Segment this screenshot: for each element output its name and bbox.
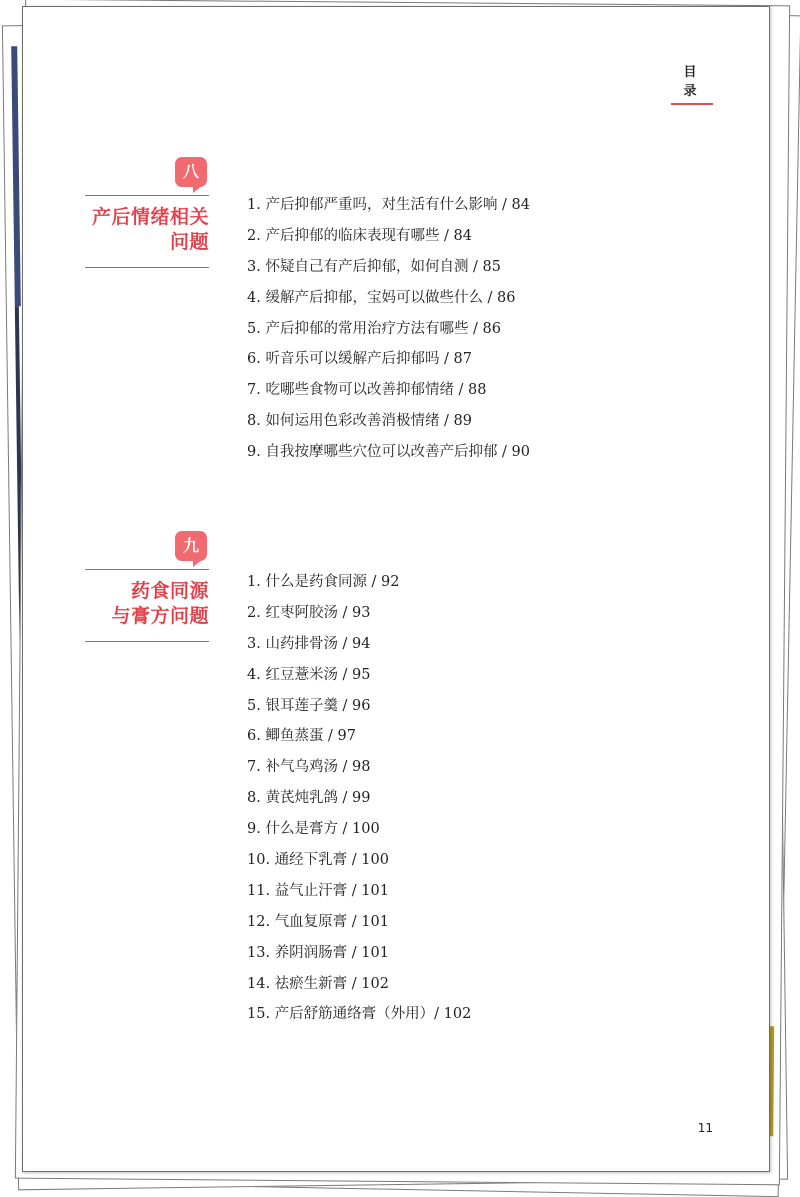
- toc-entry-text: 祛瘀生新膏 / 102: [274, 975, 389, 992]
- toc-entry-text: 缓解产后抑郁，宝妈可以做些什么 / 86: [265, 289, 516, 306]
- sheet-edge-stripe: [11, 46, 21, 306]
- toc-entry-text: 产后抑郁严重吗，对生活有什么影响 / 84: [265, 197, 531, 213]
- toc-entry-text: 怀疑自己有产后抑郁，如何自测 / 85: [265, 258, 502, 275]
- page-header: [671, 61, 713, 105]
- section-title-line: 问题: [169, 231, 209, 253]
- toc-entry-number: 10.: [247, 852, 271, 869]
- toc-entry-number: 5.: [247, 697, 261, 714]
- toc-entry-text: 如何运用色彩改善消极情绪 / 89: [265, 413, 473, 430]
- toc-entry-text: 补气乌鸡汤 / 98: [265, 759, 371, 776]
- toc-entry[interactable]: [247, 190, 530, 221]
- toc-entry[interactable]: [247, 999, 471, 1030]
- section-rule-bottom: [85, 641, 209, 642]
- toc-entry-text: 红豆薏米汤 / 95: [265, 666, 371, 683]
- toc-entry[interactable]: [247, 660, 471, 691]
- section-rule-top: [85, 569, 209, 570]
- toc-entry-text: 鲫鱼蒸蛋 / 97: [265, 728, 357, 745]
- toc-entry-text: 气血复原膏 / 101: [274, 913, 389, 930]
- header-underline: [671, 103, 713, 105]
- toc-entry-number: 3.: [247, 635, 261, 652]
- section-rule-bottom: [85, 267, 209, 268]
- section-number-badge: 八: [175, 157, 207, 187]
- toc-entry-text: 听音乐可以缓解产后抑郁吗 / 87: [265, 351, 473, 368]
- toc-entry[interactable]: [247, 814, 471, 845]
- toc-entry-number: 6.: [247, 351, 261, 368]
- toc-entry-text: 产后抑郁的临床表现有哪些 / 84: [265, 227, 473, 244]
- toc-entry[interactable]: [247, 598, 471, 629]
- toc-entry-number: 7.: [247, 382, 261, 399]
- toc-entry[interactable]: [247, 783, 471, 814]
- toc-entry[interactable]: [247, 406, 530, 437]
- toc-entry[interactable]: [247, 375, 530, 406]
- toc-entry-number: 14.: [247, 975, 271, 992]
- toc-entry[interactable]: [247, 437, 530, 468]
- toc-entry[interactable]: [247, 629, 471, 660]
- toc-entry-number: 8.: [247, 413, 261, 430]
- toc-entry-text: 什么是膏方 / 100: [265, 821, 380, 838]
- toc-entry[interactable]: [247, 283, 530, 314]
- toc-entry[interactable]: [247, 314, 530, 345]
- section-title-line: 产后情绪相关: [91, 206, 209, 228]
- section-title: [92, 205, 209, 255]
- section-number-badge: 九: [175, 531, 207, 561]
- document-page: [22, 6, 770, 1172]
- toc-entry-text: 自我按摩哪些穴位可以改善产后抑郁 / 90: [265, 444, 531, 461]
- section-rule-top: [85, 195, 209, 196]
- toc-entry-number: 13.: [247, 944, 271, 961]
- toc-entry-text: 养阴润肠膏 / 101: [274, 944, 389, 961]
- toc-entry[interactable]: [247, 252, 530, 283]
- toc-entry-text: 益气止汗膏 / 101: [274, 882, 389, 899]
- toc-entry-text: 什么是药食同源 / 92: [265, 574, 400, 590]
- toc-entry-text: 红枣阿胶汤 / 93: [265, 604, 371, 621]
- section-title-line: 药食同源: [130, 580, 209, 602]
- toc-entry[interactable]: [247, 691, 471, 722]
- toc-entry-text: 吃哪些食物可以改善抑郁情绪 / 88: [265, 382, 487, 399]
- toc-entry[interactable]: [247, 721, 471, 752]
- section-title-line: 与膏方问题: [111, 605, 209, 627]
- toc-entry-text: 银耳莲子羹 / 96: [265, 697, 371, 714]
- toc-entry-text: 黄芪炖乳鸽 / 99: [265, 790, 371, 807]
- toc-entry[interactable]: [247, 876, 471, 907]
- toc-entry-number: 9.: [247, 821, 261, 838]
- toc-entry-number: 5.: [247, 320, 261, 337]
- toc-entry-number: 3.: [247, 258, 261, 275]
- toc-entry-text: 产后舒筋通络膏（外用）/ 102: [274, 1006, 472, 1023]
- toc-entry-number: 1.: [247, 574, 261, 590]
- badge-tail: [193, 185, 203, 193]
- toc-entry[interactable]: [247, 752, 471, 783]
- toc-entry-number: 12.: [247, 913, 271, 930]
- toc-list: [247, 567, 471, 1030]
- badge-tail: [193, 559, 203, 567]
- toc-entry-number: 2.: [247, 604, 261, 621]
- section-title: [111, 579, 209, 629]
- toc-entry[interactable]: [247, 221, 530, 252]
- toc-entry-number: 4.: [247, 666, 261, 683]
- toc-list: [247, 190, 530, 468]
- toc-entry[interactable]: [247, 969, 471, 1000]
- toc-entry-text: 通经下乳膏 / 100: [274, 852, 389, 869]
- page-number: 11: [697, 1121, 713, 1135]
- toc-entry-text: 产后抑郁的常用治疗方法有哪些 / 86: [265, 320, 502, 337]
- toc-entry[interactable]: [247, 344, 530, 375]
- toc-entry[interactable]: [247, 845, 471, 876]
- toc-entry-number: 6.: [247, 728, 261, 745]
- header-title: 目 录: [683, 65, 701, 99]
- toc-entry-number: 1.: [247, 197, 261, 213]
- toc-entry-number: 4.: [247, 289, 261, 306]
- toc-entry[interactable]: [247, 938, 471, 969]
- toc-entry-text: 山药排骨汤 / 94: [265, 635, 371, 652]
- toc-entry-number: 8.: [247, 790, 261, 807]
- toc-entry-number: 9.: [247, 444, 261, 461]
- toc-entry-number: 11.: [247, 882, 271, 899]
- toc-entry-number: 7.: [247, 759, 261, 776]
- toc-entry-number: 15.: [247, 1006, 271, 1023]
- toc-entry-number: 2.: [247, 227, 261, 244]
- toc-entry[interactable]: [247, 907, 471, 938]
- toc-entry[interactable]: [247, 567, 471, 598]
